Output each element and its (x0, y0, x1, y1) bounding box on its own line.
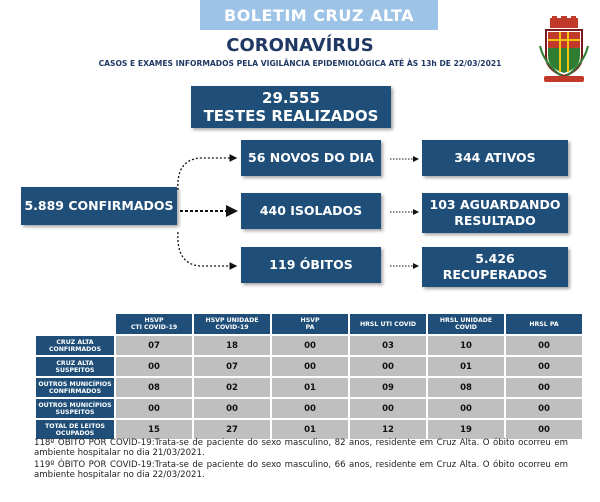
table-cell: 01 (272, 420, 348, 439)
row-header: CRUZ ALTA CONFIRMADOS (36, 336, 114, 355)
arrow-to-deaths (178, 232, 236, 266)
column-header: HSVP PA (272, 314, 348, 334)
table-corner (36, 314, 114, 334)
table-row (36, 399, 582, 418)
tests-label: TESTES REALIZADOS (203, 107, 379, 125)
table-cell: 09 (350, 378, 426, 397)
death-note: 119º ÓBITO POR COVID-19:Trata-se de paciente do sexo masculino, 66 anos, residente em Cruz Alta. O óbito ocorreu em ambiente hospitalar no dia 22/03/2021. (34, 460, 568, 480)
deaths-label: 119 ÓBITOS (269, 257, 353, 272)
table-cell: 00 (428, 399, 504, 418)
recovered-label-line2: RECUPERADOS (442, 267, 548, 282)
table-cell: 00 (506, 378, 582, 397)
table-row (36, 357, 582, 376)
awaiting-label-line1: 103 AGUARDANDO (429, 197, 561, 212)
column-header: HSVP UNIDADE COVID-19 (194, 314, 270, 334)
table-cell: 00 (350, 399, 426, 418)
table-row (36, 420, 582, 439)
table-cell: 00 (350, 357, 426, 376)
row-header: TOTAL DE LEITOS OCUPADOS (36, 420, 114, 439)
table-row (36, 336, 582, 355)
arrow-to-new-today (178, 158, 236, 190)
table-cell: 00 (506, 336, 582, 355)
awaiting-label-line2: RESULTADO (454, 213, 536, 228)
table-cell: 00 (116, 399, 192, 418)
table-cell: 00 (506, 399, 582, 418)
table-cell: 08 (428, 378, 504, 397)
row-header: OUTROS MUNICÍPIOS SUSPEITOS (36, 399, 114, 418)
table-cell: 00 (506, 420, 582, 439)
column-header: HSVP CTI COVID-19 (116, 314, 192, 334)
table-cell: 18 (194, 336, 270, 355)
column-header: HRSL PA (506, 314, 582, 334)
table-cell: 07 (116, 336, 192, 355)
table-header-row (36, 314, 582, 334)
row-header: CRUZ ALTA SUSPEITOS (36, 357, 114, 376)
recovered-label-line1: 5.426 (475, 251, 515, 266)
row-header: OUTROS MUNICÍPIOS CONFIRMADOS (36, 378, 114, 397)
table-cell: 01 (272, 378, 348, 397)
bulletin-banner: BOLETIM CRUZ ALTA (200, 0, 438, 30)
isolated-label: 440 ISOLADOS (259, 203, 363, 218)
table-cell: 00 (506, 357, 582, 376)
new-today-label: 56 NOVOS DO DIA (248, 150, 374, 165)
table-cell: 00 (272, 399, 348, 418)
table-cell: 03 (350, 336, 426, 355)
table-cell: 12 (350, 420, 426, 439)
table-row (36, 378, 582, 397)
active-label: 344 ATIVOS (454, 150, 536, 165)
death-notes (34, 438, 568, 482)
column-header: HRSL UNIDADE COVID (428, 314, 504, 334)
beds-table (34, 312, 584, 441)
table-cell: 07 (194, 357, 270, 376)
death-note: 118º ÓBITO POR COVID-19:Trata-se de paciente do sexo masculino, 82 anos, residente em Cruz Alta. O óbito ocorreu em ambiente hospitalar no dia 21/03/2021. (34, 438, 568, 458)
column-header: HRSL UTI COVID (350, 314, 426, 334)
table-cell: 27 (194, 420, 270, 439)
table-cell: 01 (428, 357, 504, 376)
page-caption: CASOS E EXAMES INFORMADOS PELA VIGILÂNCIA EPIDEMIOLÓGICA ATÉ ÀS 13h DE 22/03/2021 (98, 59, 502, 68)
table-cell: 00 (272, 357, 348, 376)
table-cell: 19 (428, 420, 504, 439)
table-cell: 15 (116, 420, 192, 439)
tests-value: 29.555 (262, 89, 320, 107)
table-cell: 02 (194, 378, 270, 397)
table-cell: 00 (272, 336, 348, 355)
table-cell: 10 (428, 336, 504, 355)
confirmed-label: 5.889 CONFIRMADOS (24, 198, 174, 213)
table-cell: 00 (194, 399, 270, 418)
table-cell: 00 (116, 357, 192, 376)
page-title: CORONAVÍRUS (226, 35, 374, 56)
table-cell: 08 (116, 378, 192, 397)
